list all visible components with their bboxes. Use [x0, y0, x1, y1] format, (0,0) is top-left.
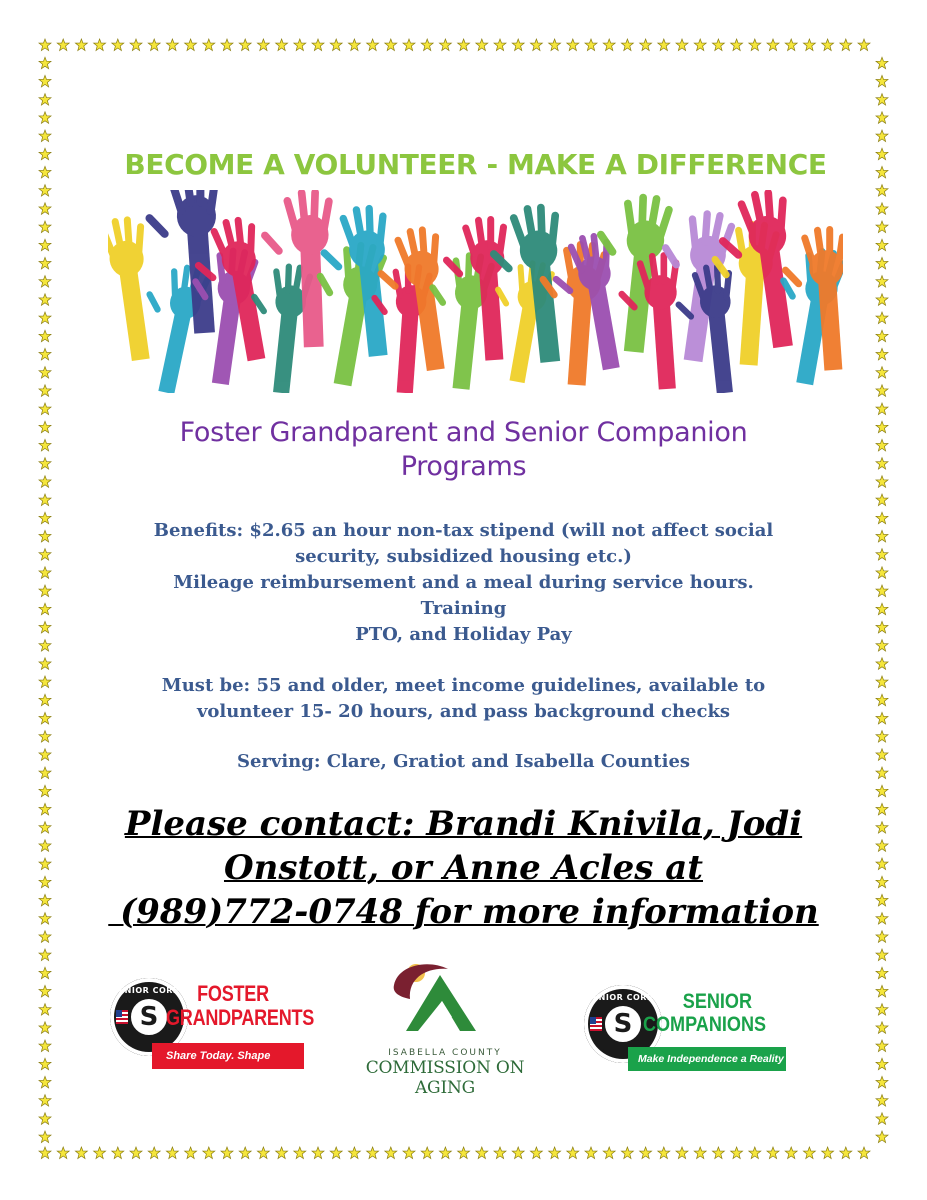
senior-companions-name: SENIOR COMPANIONS [642, 990, 767, 1036]
senior-corps-seal-icon: SENIOR CORPS S [584, 985, 662, 1063]
contact-block [60, 802, 867, 934]
requirements-line1: Must be: 55 and older, meet income guidelines, available to [161, 675, 766, 696]
benefits-line2: security, subsidized housing etc.) [295, 546, 632, 567]
commission-on-aging-emblem-icon [388, 955, 488, 1043]
senior-corps-seal-icon: SENIOR CORPS S [110, 978, 188, 1056]
foster-grandparents-name: FOSTER GRANDPARENTS [166, 981, 315, 1030]
raised-hands-illustration [108, 190, 843, 393]
benefits-line4: Training [420, 598, 507, 619]
contact-line3: (989)772-0748 for more information [108, 892, 819, 932]
benefits-line3: Mileage reimbursement and a meal during service hours. [173, 572, 754, 593]
contact-line2: Onstott, or Anne Acles at [223, 848, 703, 888]
foster-grandparents-tagline: Share Today. Shape Tomorrow. [152, 1043, 304, 1069]
coa-name: COMMISSION ON AGING [365, 1058, 525, 1098]
flag-icon [590, 1017, 602, 1031]
volunteer-banner [108, 140, 843, 393]
banner-title: BECOME A VOLUNTEER - MAKE A DIFFERENCE [124, 148, 827, 181]
contact-line1: Please contact: Brandi Knivila, Jodi [124, 804, 803, 844]
program-title-line2: Programs [400, 451, 527, 482]
program-title-line1: Foster Grandparent and Senior Companion [179, 417, 748, 448]
benefits-line5: PTO, and Holiday Pay [355, 624, 572, 645]
serving-counties: Serving: Clare, Gratiot and Isabella Counties [236, 751, 691, 772]
benefits-line1: Benefits: $2.65 an hour non-tax stipend (will not affect social [153, 520, 774, 541]
coa-county: ISABELLA COUNTY [388, 1048, 502, 1058]
benefits-block [100, 518, 827, 648]
senior-companions-tagline: Make Independence a Reality [628, 1047, 786, 1071]
requirements-line2: volunteer 15- 20 hours, and pass background checks [196, 701, 731, 722]
requirements-block [100, 673, 827, 725]
flag-icon [116, 1010, 128, 1024]
program-title [100, 416, 827, 484]
